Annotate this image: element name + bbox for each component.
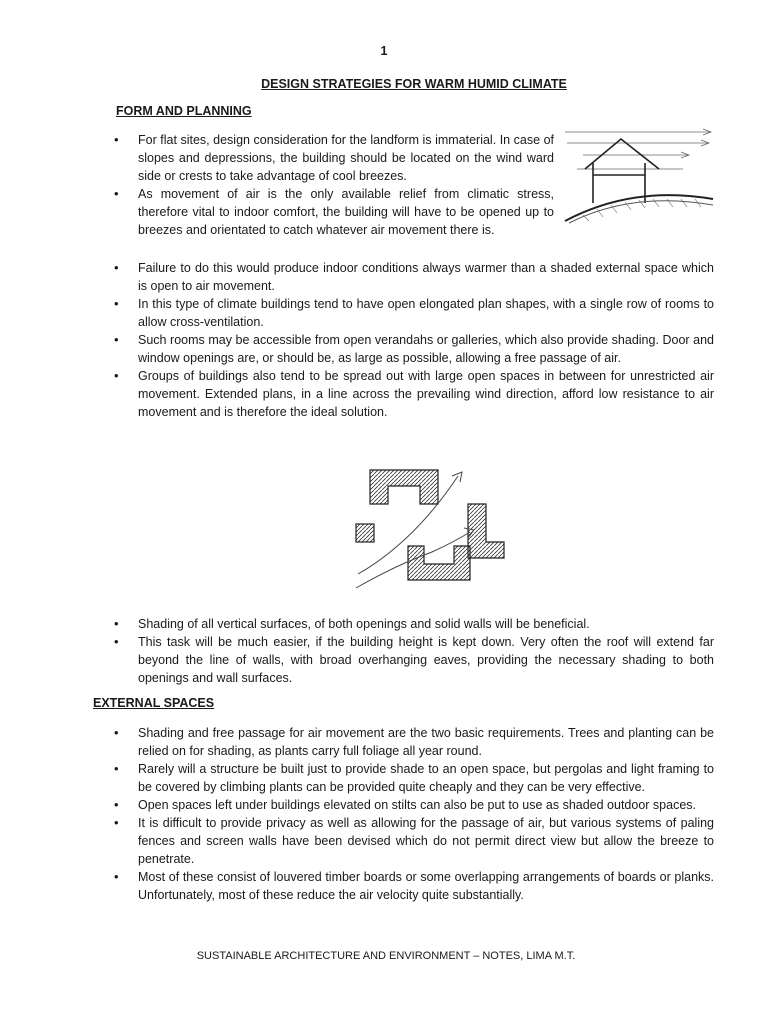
list-item: • Groups of buildings also tend to be spread out with large open spaces in between for unrestricted air movement. Extended plans, in a line across the prevailing wind direction, afford low resistance to air movement and is therefore the ideal solution.: [114, 367, 714, 421]
building-plan-square: [356, 524, 374, 542]
list-item: • Failure to do this would produce indoor conditions always warmer than a shaded external space which is open to air movement.: [114, 259, 714, 295]
list-item: • Shading of all vertical surfaces, of both openings and solid walls will be beneficial.: [114, 615, 714, 633]
document-title: DESIGN STRATEGIES FOR WARM HUMID CLIMATE: [261, 77, 567, 91]
external-spaces-bullets: [114, 724, 714, 904]
list-item: • Shading and free passage for air movement are the two basic requirements. Trees and planting can be relied on for shading, as plants carry full foliage all year round.: [114, 724, 714, 760]
section-heading-form-and-planning: FORM AND PLANNING: [116, 104, 252, 118]
building-plan-u-bottom: [408, 546, 470, 580]
wind-arrows-icon: [565, 129, 711, 169]
ground-crest: [565, 195, 713, 221]
form-planning-bullets: [114, 259, 714, 421]
page-number: 1: [380, 44, 388, 58]
house-on-crest-illustration: [563, 127, 715, 227]
list-item: • Open spaces left under buildings elevated on stilts can also be put to use as shaded outdoor spaces.: [114, 796, 714, 814]
form-planning-bullets-after-figure: [114, 615, 714, 687]
building-group-plan-illustration: [354, 462, 514, 592]
list-item: • In this type of climate buildings tend to have open elongated plan shapes, with a single row of rooms to allow cross-ventilation.: [114, 295, 714, 331]
list-item: • This task will be much easier, if the building height is kept down. Very often the roof will extend far beyond the line of walls, with broad overhanging eaves, providing the necessary shading to both openings and wall surfaces.: [114, 633, 714, 687]
list-item: • Most of these consist of louvered timber boards or some overlapping arrangements of boards or planks. Unfortunately, most of these reduce the air velocity quite substantially.: [114, 868, 714, 904]
building-plan-u-top: [370, 470, 438, 504]
list-item: • Rarely will a structure be built just to provide shade to an open space, but pergolas and light framing to be covered by climbing plants can be provided quite cheaply and they can be very effective.: [114, 760, 714, 796]
list-item: • For flat sites, design consideration for the landform is immaterial. In case of slopes and depressions, the building should be located on the wind ward side or crests to take advantage of cool breezes.: [114, 131, 554, 185]
section-heading-external-spaces: EXTERNAL SPACES: [93, 696, 215, 710]
list-item: • Such rooms may be accessible from open verandahs or galleries, which also provide shading. Door and window openings are, or should be, as large as possible, allowing a free passage of air.: [114, 331, 714, 367]
form-planning-bullets-top: [114, 131, 554, 239]
list-item: • As movement of air is the only available relief from climatic stress, therefore vital to indoor comfort, the building will have to be opened up to breezes and orientated to catch whatever air movement there is.: [114, 185, 554, 239]
list-item: • It is difficult to provide privacy as well as allowing for the passage of air, but various systems of paling fences and screen walls have been devised which do not permit direct view but allow the breeze to penetrate.: [114, 814, 714, 868]
house-icon: [585, 139, 659, 203]
page-footer: SUSTAINABLE ARCHITECTURE AND ENVIRONMENT – NOTES, LIMA M.T.: [196, 950, 576, 962]
